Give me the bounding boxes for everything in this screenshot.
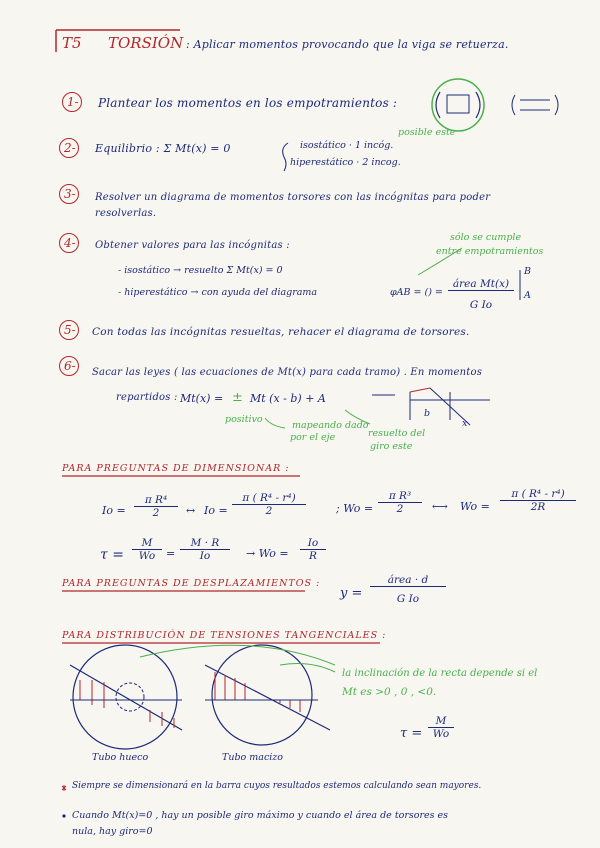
note-entre-emp: entre empotramientos: [436, 246, 544, 257]
tau-lhs: τ =: [100, 547, 124, 563]
step-6-text: Sacar las leyes ( las ecuaciones de Mt(x) para cada tramo) . En momentos: [92, 367, 483, 378]
tau-eq: =: [166, 547, 176, 560]
footer-bullet-2b: nula, hay giro=0: [72, 826, 153, 837]
phi-limit-bottom: A: [524, 290, 531, 301]
step-4-number: 4-: [64, 236, 76, 250]
step-2-number: 2-: [64, 141, 76, 155]
footer-bullet-2a: Cuando Mt(x)=0 , hay un posible giro máximo y cuando el área de torsores es: [72, 810, 449, 821]
arrow-1: ↔: [186, 504, 196, 517]
phi-formula: φAB = () =: [390, 287, 443, 298]
header-code: T5: [62, 34, 82, 52]
tau-denominator-2: Io: [199, 550, 211, 562]
y-lhs: y =: [340, 586, 363, 601]
note-positivo: positivo: [225, 414, 263, 425]
tau-fraction-2: [180, 537, 230, 562]
label-tubo-hueco: Tubo hueco: [92, 752, 149, 763]
wo-numerator: π R³: [378, 490, 422, 503]
wo-hollow-lhs: Wo =: [460, 500, 490, 513]
wo2-denominator: R: [309, 550, 317, 562]
tau2-numerator: M: [428, 715, 454, 728]
step-6-number: 6-: [64, 359, 76, 373]
wo2-numerator: Io: [300, 537, 326, 550]
step-2-text: Equilibrio : Σ Mt(x) = 0: [95, 142, 231, 155]
tau-numerator-2: M · R: [180, 537, 230, 550]
footer-bullet-1: Siempre se dimensionará en la barra cuyos resultados estemos calculando sean mayores.: [72, 781, 482, 791]
wo-hollow-numerator: π ( R⁴ - r⁴): [500, 488, 576, 501]
header-subtitle: : Aplicar momentos provocando que la viga se retuerza.: [186, 38, 509, 51]
note-posible-este: posible este: [398, 127, 456, 138]
step-6-text-line2: repartidos :: [116, 392, 178, 403]
section-tensiones-title: PARA DISTRIBUCIÓN DE TENSIONES TANGENCIALES :: [62, 630, 387, 641]
green-note-2: Mt es >0 , 0 , <0.: [342, 686, 437, 698]
io-lhs: Io =: [102, 504, 126, 517]
note-iso-line: - isostático → resuelto Σ Mt(x) = 0: [118, 265, 283, 276]
note-resuelto-del: resuelto del: [368, 428, 426, 439]
wo-denominator: 2: [396, 503, 404, 515]
note-giro-este: giro este: [370, 441, 413, 452]
wo2-fraction: [300, 537, 326, 562]
tau2-lhs: τ =: [400, 726, 423, 741]
io-hollow-fraction: [232, 492, 306, 517]
tau-numerator-1: M: [132, 537, 162, 550]
diagram-label-x: x: [462, 418, 468, 429]
phi-numerator: área Mt(x): [448, 278, 514, 291]
io-numerator: π R⁴: [134, 494, 178, 507]
step-5-number: 5-: [64, 323, 76, 337]
green-note-1: la inclinación de la recta depende si el: [342, 668, 538, 679]
tau-denominator-1: Wo: [138, 550, 156, 562]
wo-hollow-fraction: [500, 488, 576, 513]
label-tubo-macizo: Tubo macizo: [222, 752, 284, 763]
note-hiperestatico: hiperestático · 2 incog.: [290, 157, 401, 168]
y-denominator: G Io: [396, 593, 420, 605]
io-fraction: [134, 494, 178, 519]
note-por-el: por el eje: [290, 432, 336, 443]
tau2-fraction: [428, 715, 454, 740]
step-4-text: Obtener valores para las incógnitas :: [95, 240, 290, 251]
step-3-number: 3-: [64, 187, 76, 201]
mt-rest: Mt (x - b) + A: [250, 392, 326, 405]
section-desplazamientos-title: PARA PREGUNTAS DE DESPLAZAMIENTOS :: [62, 578, 321, 589]
wo-lhs: ; Wo =: [336, 502, 374, 515]
mt-sign: ±: [232, 390, 243, 405]
mt-formula: Mt(x) =: [180, 392, 224, 405]
diagram-label-b: b: [424, 408, 431, 419]
step-3-text: Resolver un diagrama de momentos torsores con las incógnitas para poder: [95, 192, 491, 203]
io-hollow-denominator: 2: [265, 505, 273, 517]
y-fraction: [370, 574, 446, 605]
phi-denominator: G Io: [469, 299, 493, 311]
step-5-text: Con todas las incógnitas resueltas, rehacer el diagrama de torsores.: [92, 326, 470, 338]
step-1-text: Plantear los momentos en los empotramientos :: [98, 96, 398, 110]
io-hollow-lhs: Io =: [204, 504, 228, 517]
step-3-text-line2: resolverlas.: [95, 208, 157, 219]
note-solo-cumple: sólo se cumple: [450, 232, 522, 243]
step-1-number: 1-: [67, 95, 79, 109]
io-hollow-numerator: π ( R⁴ - r⁴): [232, 492, 306, 505]
wo-hollow-denominator: 2R: [530, 501, 546, 513]
note-mapeo: mapeando dado: [292, 420, 369, 431]
wo2-lhs: → Wo =: [246, 547, 289, 560]
note-hiper-line: - hiperestático → con ayuda del diagrama: [118, 287, 318, 298]
io-denominator: 2: [152, 507, 160, 519]
tau-fraction-1: [132, 537, 162, 562]
phi-limit-top: B: [524, 266, 531, 277]
y-numerator: área · d: [370, 574, 446, 587]
phi-fraction: [448, 278, 514, 311]
tau2-denominator: Wo: [432, 728, 450, 740]
note-isostatico: isostático · 1 incóg.: [300, 140, 394, 151]
header-title: TORSIÓN: [108, 34, 184, 52]
wo-fraction: [378, 490, 422, 515]
arrow-2: ⟷: [432, 500, 448, 513]
section-dimensionar-title: PARA PREGUNTAS DE DIMENSIONAR :: [62, 463, 290, 474]
